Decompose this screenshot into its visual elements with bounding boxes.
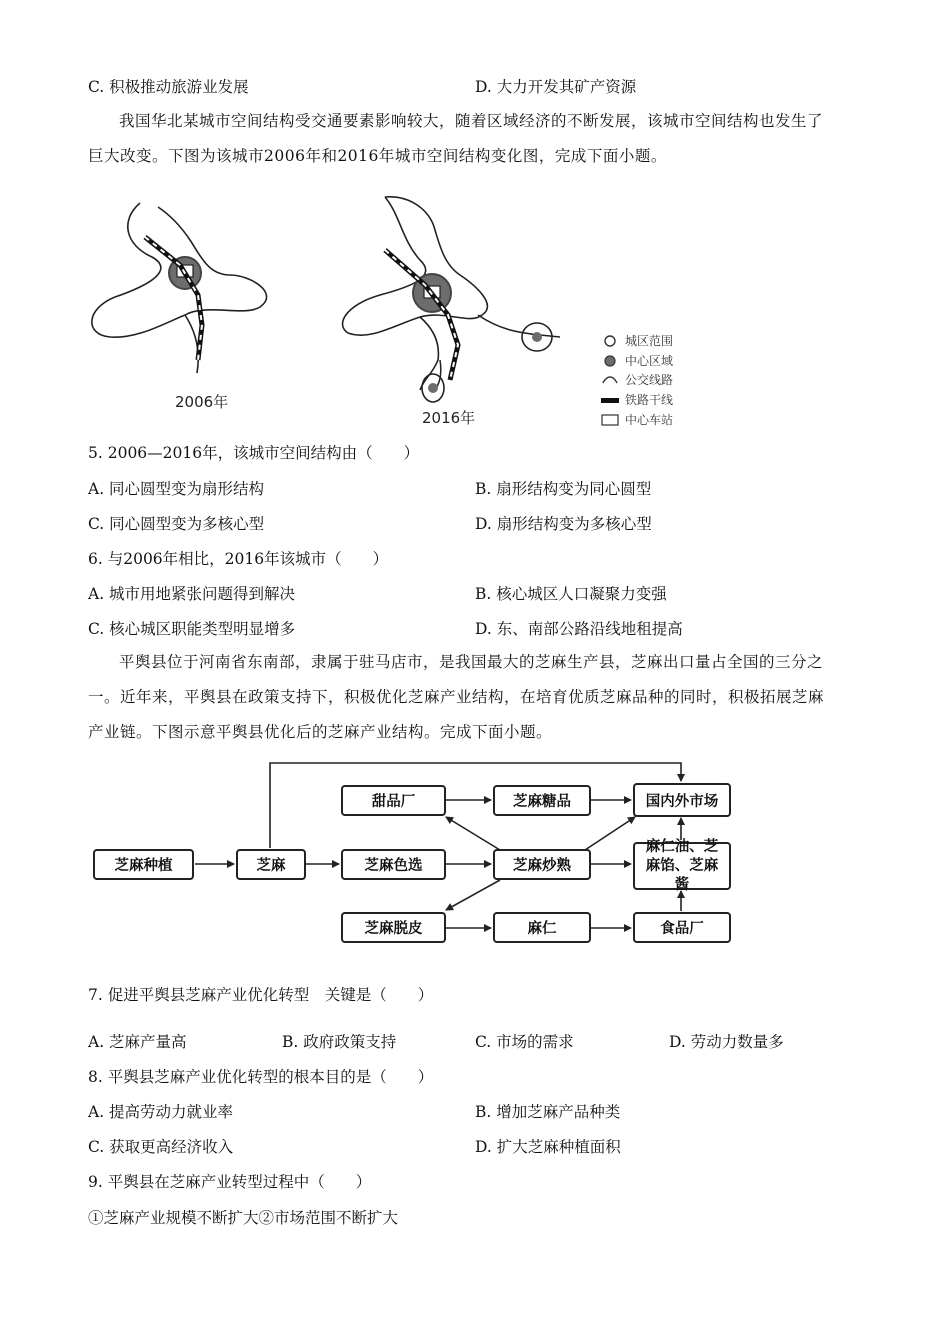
label-2006: 2006年 <box>175 393 229 411</box>
q5-option-c: C. 同心圆型变为多核心型 <box>88 515 265 533</box>
q5-stem: 5. 2006—2016年，该城市空间结构由（ ） <box>88 444 420 462</box>
q7-option-c: C. 市场的需求 <box>475 1033 574 1051</box>
q6-stem: 6. 与2006年相比，2016年该城市（ ） <box>88 550 389 568</box>
flow-market: 国内外市场 <box>633 783 731 817</box>
q6-option-a: A. 城市用地紧张问题得到解决 <box>88 585 296 603</box>
q7-option-b: B. 政府政策支持 <box>282 1033 397 1051</box>
q8-option-c: C. 获取更高经济收入 <box>88 1138 234 1156</box>
flow-products: 麻仁油、芝麻馅、芝麻酱 <box>633 842 731 890</box>
q6-option-c: C. 核心城区职能类型明显增多 <box>88 620 296 638</box>
flow-kernel: 麻仁 <box>493 912 591 943</box>
flow-sesame: 芝麻 <box>236 849 306 880</box>
legend-label-1: 城区范围 <box>625 334 674 348</box>
legend-label-4: 铁路干线 <box>625 393 674 407</box>
label-2016: 2016年 <box>422 409 476 427</box>
arrow-roasting-to-dessert <box>446 817 500 850</box>
q7-stem: 7. 促进平舆县芝麻产业优化转型 关键是（ ） <box>88 986 434 1004</box>
flow-candy: 芝麻糖品 <box>493 785 591 816</box>
q8-option-d: D. 扩大芝麻种植面积 <box>475 1138 621 1156</box>
legend-label-2: 中心区域 <box>625 354 674 368</box>
q6-option-b: B. 核心城区人口凝聚力变强 <box>475 585 667 603</box>
q7-option-d: D. 劳动力数量多 <box>669 1033 784 1051</box>
q6-option-d: D. 东、南部公路沿线地租提高 <box>475 620 683 638</box>
intro1-line1: 我国华北某城市空间结构受交通要素影响较大，随着区域经济的不断发展，该城市空间结构也发生了 <box>119 112 824 130</box>
q7-option-a: A. 芝麻产量高 <box>88 1033 187 1051</box>
arrow-roasting-to-peeling <box>446 880 500 910</box>
intro2-line2: 一。近年来，平舆县在政策支持下，积极优化芝麻产业结构，在培育优质芝麻品种的同时，积极拓展芝麻 <box>88 688 825 706</box>
intro2-line1: 平舆县位于河南省东南部，隶属于驻马店市，是我国最大的芝麻生产县，芝麻出口量占全国的三分之 <box>119 653 824 671</box>
flow-roasting: 芝麻炒熟 <box>493 849 591 880</box>
q5-option-b: B. 扇形结构变为同心圆型 <box>475 480 652 498</box>
q8-stem: 8. 平舆县芝麻产业优化转型的根本目的是（ ） <box>88 1068 434 1086</box>
q8-option-b: B. 增加芝麻产品种类 <box>475 1103 621 1121</box>
q8-option-a: A. 提高劳动力就业率 <box>88 1103 234 1121</box>
arrow-roasting-to-market <box>585 817 635 850</box>
intro1-line2: 巨大改变。下图为该城市2006年和2016年城市空间结构变化图，完成下面小题。 <box>88 147 667 165</box>
q4-option-d: D. 大力开发其矿产资源 <box>475 78 637 96</box>
intro2-line3: 产业链。下图示意平舆县优化后的芝麻产业结构。完成下面小题。 <box>88 723 553 741</box>
q5-option-d: D. 扇形结构变为多核心型 <box>475 515 652 533</box>
legend-label-3: 公交线路 <box>625 373 674 387</box>
flow-sorting: 芝麻色选 <box>341 849 446 880</box>
flow-dessert-factory: 甜品厂 <box>341 785 446 816</box>
q9-stem: 9. 平舆县在芝麻产业转型过程中（ ） <box>88 1173 372 1191</box>
flow-planting: 芝麻种植 <box>93 849 194 880</box>
q9-statements: ①芝麻产业规模不断扩大②市场范围不断扩大 <box>88 1209 399 1227</box>
q4-option-c: C. 积极推动旅游业发展 <box>88 78 249 96</box>
legend-label-5: 中心车站 <box>625 413 674 427</box>
flow-food-factory: 食品厂 <box>633 912 731 943</box>
q5-option-a: A. 同心圆型变为扇形结构 <box>88 480 265 498</box>
flow-peeling: 芝麻脱皮 <box>341 912 446 943</box>
